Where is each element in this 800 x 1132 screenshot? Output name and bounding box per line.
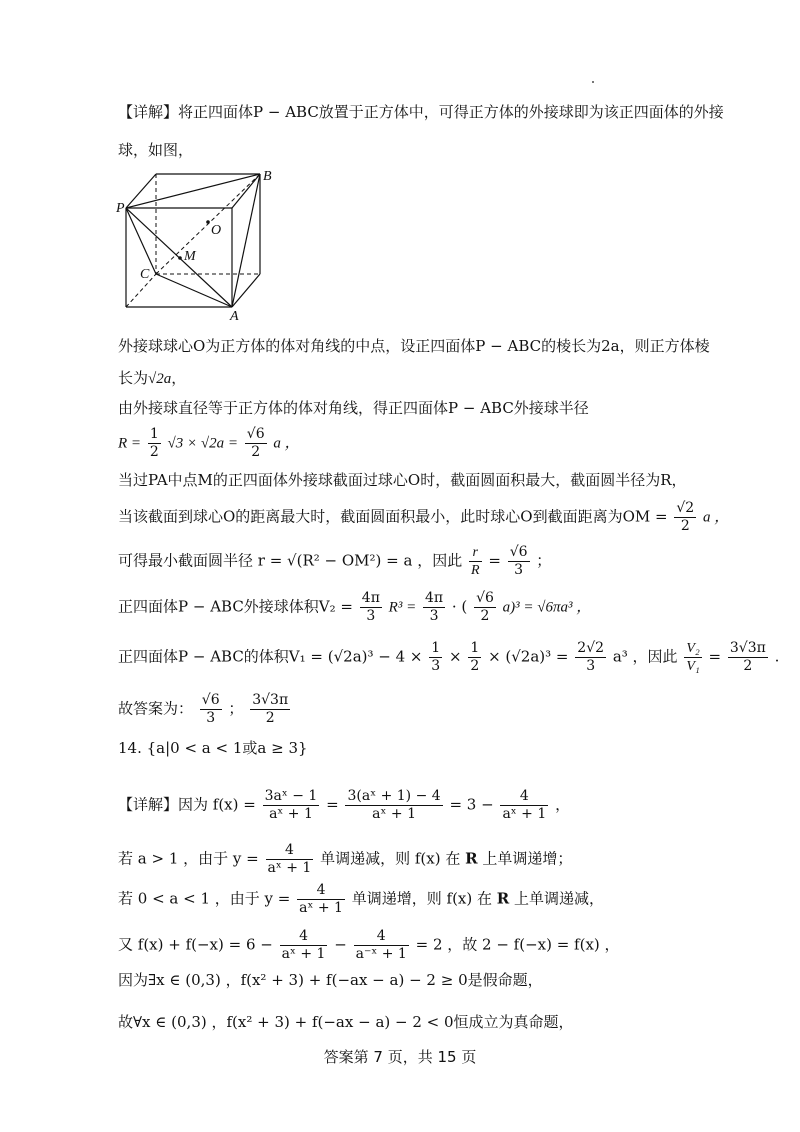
label-B: B [263, 169, 272, 184]
cube-tetrahedron-figure [112, 164, 282, 324]
formula-om: 当该截面到球心O的距离最大时，截面圆面积最小，此时球心O到截面距离为OM = $\frac{√2}{2}$ a ， [118, 500, 730, 534]
case-a-less-1: 若 0 < a < 1 ，由于 y = $\frac{4}{\text{aˣ + 1}}$ 单调递增，则 f(x) 在 R 上单调递减， [118, 882, 605, 916]
formula-tetra-volume: 正四面体P − ABC的体积V₁ = (√2a)³ − 4 × $\frac{1}{3}$ × $\frac{1}{2}$ × (√2a)³ = $\frac{2√2}{3}$ a³ ，因此 $\frac{\text{V₂}}{\text{V₁}}$ = $\frac{3√3\pi}{2}$ . [118, 640, 780, 674]
formula-symmetry: 又 f(x) + f(−x) = 6 − $\frac{4}{\text{aˣ + 1}}$ − $\frac{4}{\text{a⁻ˣ + 1}}$ = 2 ，故 2 − f(−x) = f(x) ， [118, 928, 620, 962]
case-a-greater-1: 若 a > 1 ，由于 y = $\frac{4}{\text{aˣ + 1}}$ 单调递减，则 f(x) 在 R 上单调递增； [118, 842, 573, 876]
label-M: M [184, 249, 196, 264]
label-P: P [116, 201, 125, 216]
text-line-19: 故∀x ∈ (0,3) ，f(x² + 3) + f(−ax − a) − 2 < 0恒成立为真命题， [118, 1013, 574, 1031]
formula-radius: R = $\frac{1}{2}$ √3 × √2a = $\frac{√6}{2}$ a ， [118, 426, 300, 460]
text-line-18: 因为∃x ∈ (0,3) ，f(x² + 3) + f(−ax − a) − 2 ≥ 0是假命题， [118, 971, 543, 989]
text-line-4: 长为√2a， [118, 369, 187, 387]
text-line-5: 由外接球直径等于正方体的体对角线，得正四面体P − ABC外接球半径 [118, 399, 589, 417]
text-line-7: 当过PA中点M的正四面体外接球截面过球心O时，截面圆面积最大，截面圆半径为R， [118, 471, 687, 489]
label-C: C [140, 267, 150, 282]
speck [592, 81, 594, 83]
question-14-answer: 14. {a|0 < a < 1或a ≥ 3} [118, 739, 308, 757]
formula-min-radius: 可得最小截面圆半径 r = √(R² − OM²) = a ，因此 $\frac{r}{R}$ = $\frac{√6}{3}$ ； [118, 544, 552, 578]
text-line-2: 球，如图， [118, 141, 194, 159]
formula-fx: 【详解】因为 f(x) = $\frac{\text{3aˣ − 1}}{\text{aˣ + 1}}$ = $\frac{\text{3(aˣ + 1) − 4}}{\text{aˣ + 1}}$ = 3 − $\frac{4}{\text{aˣ + 1}}$ ， [118, 788, 571, 822]
label-A: A [230, 309, 239, 324]
text-line-1: 【详解】将正四面体P − ABC放置于正方体中，可得正方体的外接球即为该正四面体的外接 [118, 103, 724, 121]
page-footer: 答案第 7 页，共 15 页 [323, 1048, 477, 1066]
text-line-3: 外接球球心O为正方体的体对角线的中点，设正四面体P − ABC的棱长为2a，则正方体棱 [118, 337, 710, 355]
formula-sphere-volume: 正四面体P − ABC外接球体积V₂ = $\frac{4\pi}{3}$ R³ = $\frac{4\pi}{3}$ · ( $\frac{√6}{2}$ a)³ = √6πa³ ， [118, 590, 592, 624]
label-O: O [211, 223, 222, 238]
answer-line: 故答案为： $\frac{√6}{3}$ ； $\frac{3√3\pi}{2}$ [118, 692, 289, 726]
